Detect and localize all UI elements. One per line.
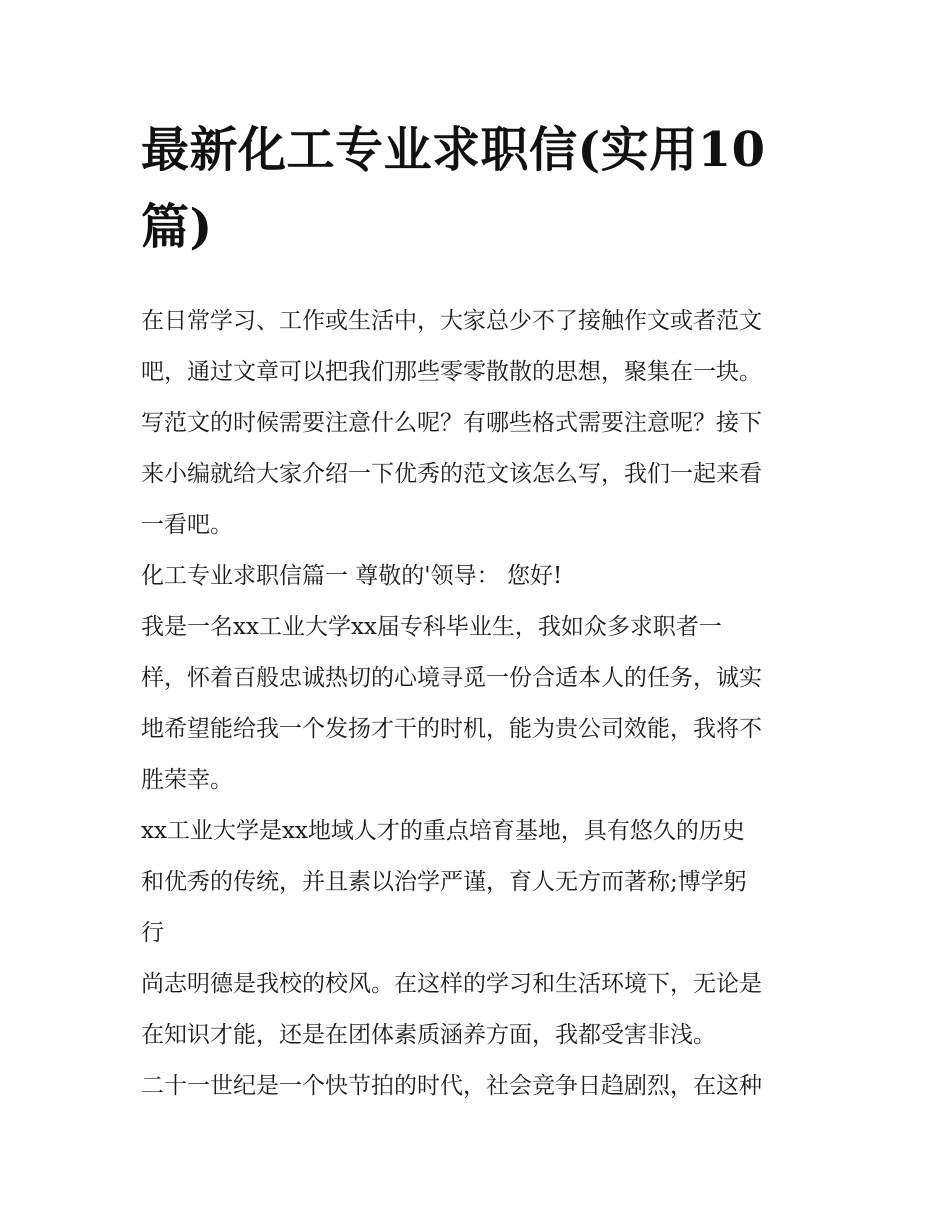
body-line: 一看吧。: [141, 512, 233, 538]
body-line: 和优秀的传统，并且素以治学严谨，育人无方而著称;博学躬: [141, 869, 747, 895]
title-line: 篇): [141, 199, 213, 255]
title-line: 最新化工专业求职信(实用10: [141, 122, 766, 178]
document-title: [141, 112, 813, 266]
body-line: 来小编就给大家介绍一下优秀的范文该怎么写，我们一起来看: [141, 461, 762, 487]
body-line: 胜荣幸。: [141, 767, 233, 793]
document-body: [141, 296, 813, 1112]
body-line: 地希望能给我一个发扬才干的时机，能为贵公司效能，我将不: [141, 716, 762, 742]
body-line: xx工业大学是xx地域人才的重点培育基地，具有悠久的历史: [141, 818, 745, 844]
body-line: 我是一名xx工业大学xx届专科毕业生，我如众多求职者一: [141, 614, 722, 640]
body-line: 行: [141, 920, 164, 946]
body-line: 吧，通过文章可以把我们那些零零散散的思想，聚集在一块。: [141, 359, 762, 385]
body-line: 尚志明德是我校的校风。在这样的学习和生活环境下，无论是: [141, 971, 762, 997]
document-content: [141, 112, 813, 1112]
body-line: 在日常学习、工作或生活中，大家总少不了接触作文或者范文: [141, 308, 762, 334]
body-line: 化工专业求职信篇一 尊敬的'领导： 您好!: [141, 563, 563, 589]
body-line: 二十一世纪是一个快节拍的时代，社会竞争日趋剧烈，在这种: [141, 1073, 762, 1099]
body-line: 样，怀着百般忠诚热切的心境寻觅一份合适本人的任务，诚实: [141, 665, 762, 691]
body-line: 在知识才能，还是在团体素质涵养方面，我都受害非浅。: [141, 1022, 716, 1048]
body-line: 写范文的时候需要注意什么呢？有哪些格式需要注意呢？接下: [141, 410, 762, 436]
